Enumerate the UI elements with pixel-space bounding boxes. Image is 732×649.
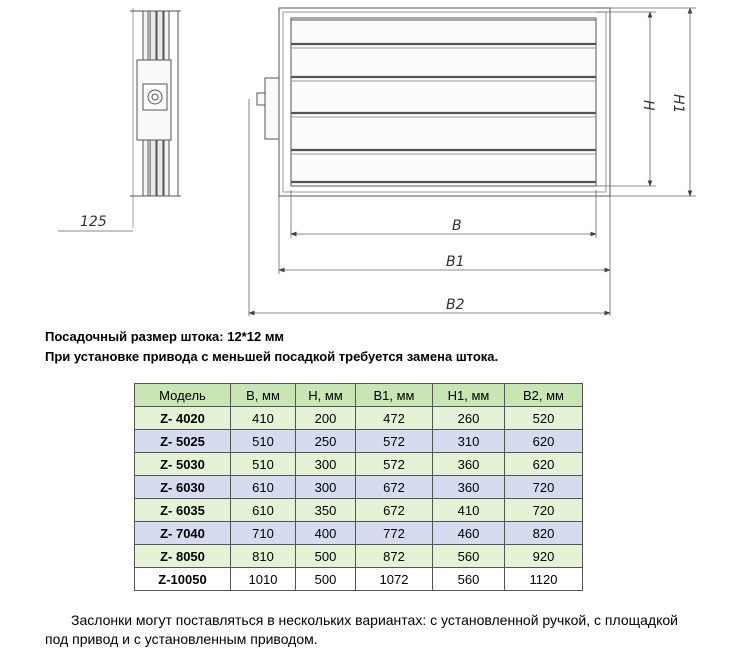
cell-b1: 772 [356,522,433,545]
cell-b: 810 [231,545,296,568]
cell-b1: 472 [356,407,433,430]
cell-h1: 360 [433,453,505,476]
cell-b: 610 [231,476,296,499]
table-row [135,568,583,591]
col-header-model: Модель [135,384,231,407]
table-row [135,430,583,453]
cell-model: Z- 6035 [135,499,231,522]
cell-b: 510 [231,453,296,476]
side-view [130,8,181,228]
table-header-row [135,384,583,407]
cell-h1: 560 [433,568,505,591]
front-view [257,8,610,196]
cell-b2: 720 [505,499,583,522]
cell-b1: 872 [356,545,433,568]
dim-label-125: 125 [80,214,107,230]
col-header-b1: B1, мм [356,384,433,407]
cell-b2: 620 [505,430,583,453]
cell-h1: 460 [433,522,505,545]
stem-size-note: Посадочный размер штока: 12*12 мм [45,329,285,344]
dim-label-h1: H1 [670,94,686,114]
col-header-b: B, мм [231,384,296,407]
cell-b: 510 [231,430,296,453]
delivery-options-paragraph: Заслонки могут поставляться в нескольких вариантах: с установленной ручкой, с площадкой под привод и с установленным приводом. [45,612,678,647]
cell-b2: 920 [505,545,583,568]
table-row [135,522,583,545]
dimensions-table [134,383,583,591]
cell-model: Z-10050 [135,568,231,591]
cell-b1: 572 [356,430,433,453]
cell-h: 350 [296,499,356,522]
cell-h: 500 [296,545,356,568]
cell-b2: 820 [505,522,583,545]
cell-b2: 620 [505,453,583,476]
cell-h: 200 [296,407,356,430]
cell-model: Z- 5025 [135,430,231,453]
actuator-stem-note: При установке привода с меньшей посадкой требуется замена штока. [45,349,499,364]
table-row [135,545,583,568]
cell-h: 250 [296,430,356,453]
col-header-h1: H1, мм [433,384,505,407]
cell-model: Z- 4020 [135,407,231,430]
cell-h: 300 [296,453,356,476]
table-row [135,453,583,476]
cell-b: 410 [231,407,296,430]
table-row [135,407,583,430]
dim-label-b1: B1 [446,254,465,270]
cell-b2: 720 [505,476,583,499]
col-header-b2: B2, мм [505,384,583,407]
cell-b1: 672 [356,476,433,499]
cell-b: 1010 [231,568,296,591]
cell-h1: 410 [433,499,505,522]
cell-h1: 360 [433,476,505,499]
cell-h: 300 [296,476,356,499]
cell-b2: 1120 [505,568,583,591]
table-row [135,476,583,499]
cell-model: Z- 7040 [135,522,231,545]
cell-b1: 572 [356,453,433,476]
cell-b1: 672 [356,499,433,522]
cell-h1: 310 [433,430,505,453]
cell-b2: 520 [505,407,583,430]
col-header-h: H, мм [296,384,356,407]
cell-b: 710 [231,522,296,545]
cell-b: 610 [231,499,296,522]
cell-b1: 1072 [356,568,433,591]
dim-label-h: H [640,100,656,111]
cell-h1: 560 [433,545,505,568]
cell-h: 400 [296,522,356,545]
dim-label-b: B [452,218,462,234]
cell-model: Z- 5030 [135,453,231,476]
dim-label-b2: B2 [446,297,465,313]
cell-model: Z- 8050 [135,545,231,568]
cell-h: 500 [296,568,356,591]
table-row [135,499,583,522]
cell-model: Z- 6030 [135,476,231,499]
cell-h1: 260 [433,407,505,430]
